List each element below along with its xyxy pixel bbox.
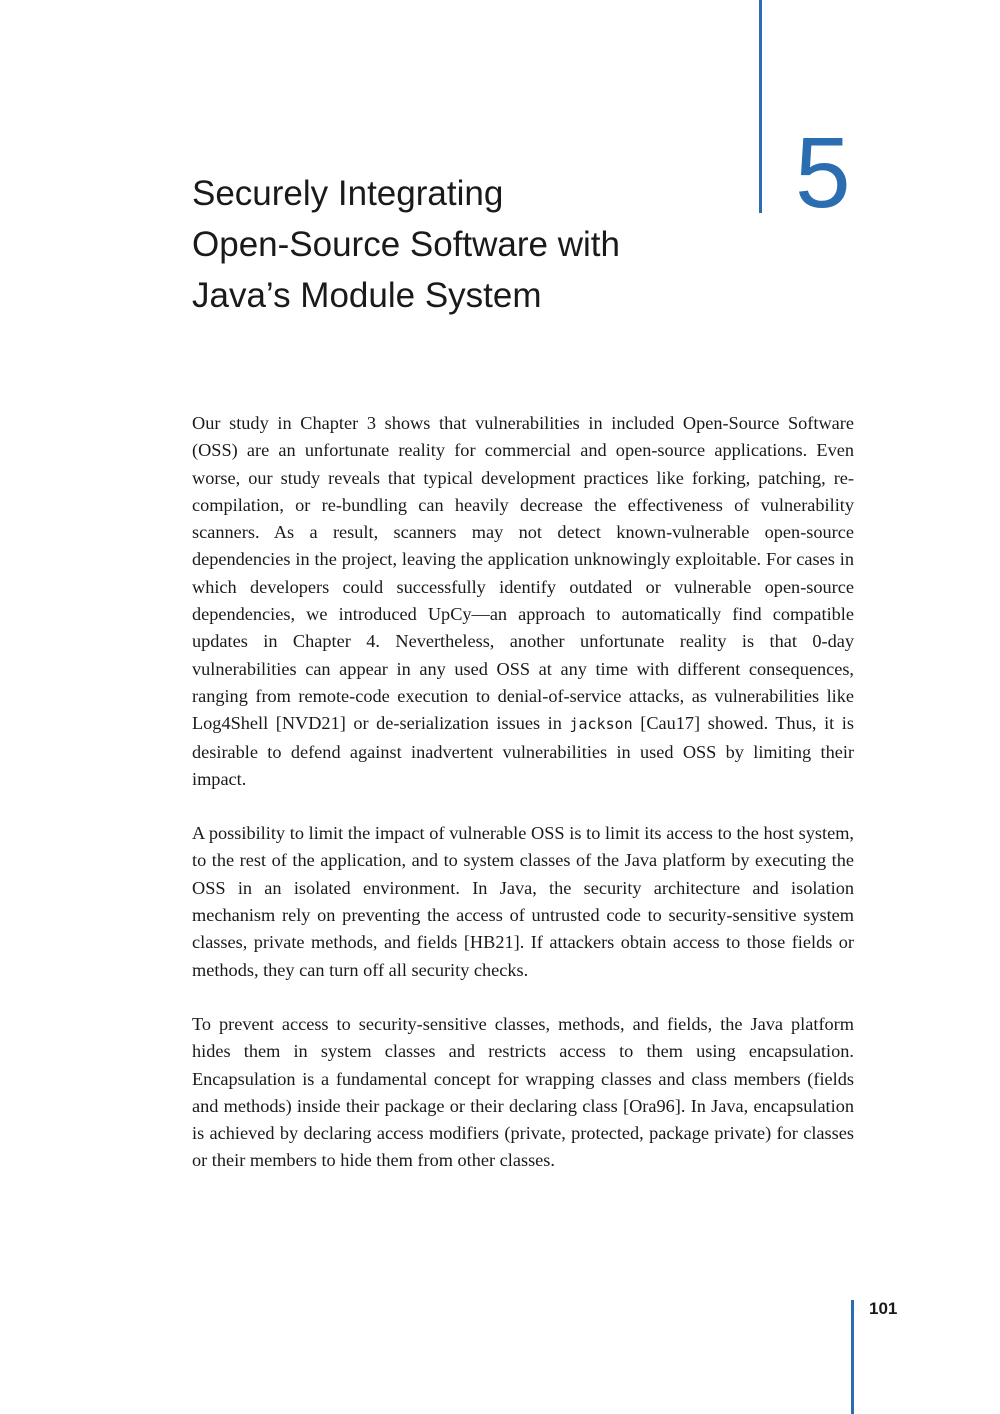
chapter-title-line: Securely Integrating (192, 174, 504, 213)
code-term: jackson (569, 715, 633, 734)
footer-rule (851, 1300, 854, 1414)
paragraph-text: [Cau17] showed. Thus, it is desirable to defend against inadvertent vulnerabilities in used OSS by limiting their impact. (192, 713, 854, 789)
body-text (192, 410, 854, 1175)
page-number: 101 (869, 1299, 898, 1318)
chapter-title-line: Java’s Module System (192, 276, 542, 315)
chapter-rule (759, 0, 762, 213)
chapter-title (192, 168, 732, 321)
chapter-number: 5 (795, 117, 851, 229)
paragraph (192, 410, 854, 793)
paragraph: To prevent access to security-sensitive classes, methods, and fields, the Java platform hides them in system classes and restricts access to them using encapsulation. Encapsulation is a fundamental concept for wrapping classes and class members (fields and methods) inside their package or their declaring class [Ora96]. In Java, encapsulation is achieved by declaring access modifiers (private, protected, package private) for classes or their members to hide them from other classes. (192, 1013, 854, 1171)
paragraph-text: Our study in Chapter 3 shows that vulnerabilities in included Open-Source Software (OSS) are an unfortunate reality for commercial and open-source applications. Even worse, our study reveals that typical development practices like forking, patching, re-compilation, or re-bundling can heavily decrease the effectiveness of vulnerability scanners. As a result, scanners may not detect known-vulnerable open-source dependencies in the project, leaving the application unknowingly exploitable. For cases in which developers could successfully identify outdated or vulnerable open-source dependencies, we introduced UpCy—an approach to automatically find compatible updates in Chapter 4. Nevertheless, another unfortunate reality is that 0-day vulnerabilities can appear in any used OSS at any time with different consequences, ranging from remote-code execution to denial-of-service attacks, as vulnerabilities like Log4Shell [NVD21] or de-serialization issues in (192, 413, 854, 734)
paragraph: A possibility to limit the impact of vulnerable OSS is to limit its access to the host system, to the rest of the application, and to system classes of the Java platform by executing the OSS in an isolated environment. In Java, the security architecture and isolation mechanism rely on preventing the access of untrusted code to security-sensitive system classes, private methods, and fields [HB21]. If attackers obtain access to those fields or methods, they can turn off all security checks. (192, 823, 854, 980)
chapter-title-line: Open-Source Software with (192, 225, 620, 264)
